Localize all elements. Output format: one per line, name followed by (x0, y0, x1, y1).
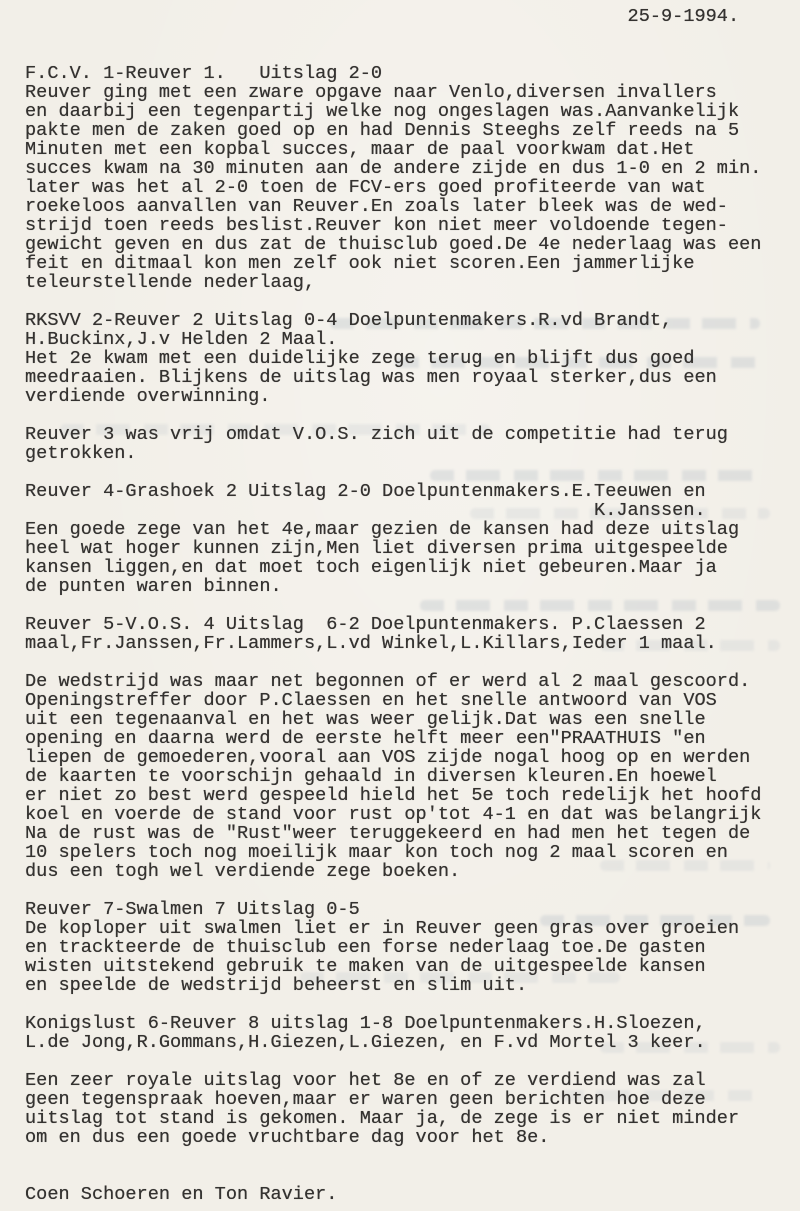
text-line: L.de Jong,R.Gommans,H.Giezen,L.Giezen, en F.vd Mortel 3 keer. (25, 1032, 706, 1053)
text-line: Konigslust 6-Reuver 8 uitslag 1-8 Doelpuntenmakers.H.Sloezen, (25, 1013, 706, 1034)
text-line: dus een togh wel verdiende zege boeken. (25, 861, 461, 882)
text-line: K.Janssen. (25, 500, 706, 521)
text-line: wisten uitstekend gebruik te maken van de uitgespeelde kansen (25, 956, 706, 977)
text-line: RKSVV 2-Reuver 2 Uitslag 0-4 Doelpuntenmakers.R.vd Brandt, (25, 310, 673, 331)
text-line: De wedstrijd was maar net begonnen of er werd al 2 maal gescoord. (25, 671, 751, 692)
text-line: de punten waren binnen. (25, 576, 282, 597)
report-fcv1-reuver1 (25, 64, 795, 292)
date-line (25, 7, 795, 26)
text-line: liepen de gemoederen,vooral aan VOS zijde nogal hoog op en werden (25, 747, 751, 768)
note-reuver3-vrij (25, 425, 795, 463)
text-line: heel wat hoger kunnen zijn,Men liet diversen prima uitgespeelde (25, 538, 728, 559)
report-reuver5-vos4-header (25, 615, 795, 653)
text-line: meedraaien. Blijkens de uitslag was men royaal sterker,dus een (25, 367, 717, 388)
text-line: en daarbij een tegenpartij welke nog ongeslagen was.Aanvankelijk (25, 101, 740, 122)
text-line: teleurstellende nederlaag, (25, 272, 316, 293)
signature (25, 1185, 795, 1204)
text-line: koel en voerde de stand voor rust op'tot 4-1 en dat was belangrijk (25, 804, 762, 825)
report-reuver5-vos4-body (25, 672, 795, 881)
text-line: getrokken. (25, 443, 137, 464)
text-line: uitslag tot stand is gekomen. Maar ja, de zege is er niet minder (25, 1108, 740, 1129)
text-line: roekeloos aanvallen van Reuver.En zoals later bleek was de wed- (25, 196, 728, 217)
text-line: 25-9-1994. (25, 6, 740, 27)
text-line: Reuver 7-Swalmen 7 Uitslag 0-5 (25, 899, 360, 920)
text-line: de kaarten te voorschijn gehaald in diversen kleuren.En hoewel (25, 766, 717, 787)
text-line: Reuver ging met een zware opgave naar Venlo,diversen invallers (25, 82, 717, 103)
text-line: Een goede zege van het 4e,maar gezien de kansen had deze uitslag (25, 519, 740, 540)
text-line: Na de rust was de "Rust"weer teruggekeerd en had men het tegen de (25, 823, 751, 844)
text-line: uit een tegenaanval en het was weer gelijk.Dat was een snelle (25, 709, 706, 730)
text-line: Een zeer royale uitslag voor het 8e en of ze verdiend was zal (25, 1070, 706, 1091)
report-rksvv2-reuver2 (25, 311, 795, 406)
text-line: Minuten met een kopbal succes, maar de paal voorkwam dat.Het (25, 139, 695, 160)
text-line: Reuver 3 was vrij omdat V.O.S. zich uit de competitie had terug (25, 424, 728, 445)
text-line: succes kwam na 30 minuten aan de andere zijde en dus 1-0 en 2 min. (25, 158, 762, 179)
text-line: en speelde de wedstrijd beheerst en slim uit. (25, 975, 528, 996)
text-line: kansen liggen,en dat moet toch eigenlijk niet gebeuren.Maar ja (25, 557, 717, 578)
text-line: De koploper uit swalmen liet er in Reuver geen gras over groeien (25, 918, 740, 939)
text-line: geen tegenspraak hoeven,maar er waren geen berichten hoe deze (25, 1089, 706, 1110)
text-line: Openingstreffer door P.Claessen en het snelle antwoord van VOS (25, 690, 717, 711)
text-line: gewicht geven en dus zat de thuisclub goed.De 4e nederlaag was een (25, 234, 762, 255)
text-line: Reuver 4-Grashoek 2 Uitslag 2-0 Doelpuntenmakers.E.Teeuwen en (25, 481, 706, 502)
text-line: er niet zo best werd gespeeld hield het 5e toch redelijk het hoofd (25, 785, 762, 806)
text-line: F.C.V. 1-Reuver 1. Uitslag 2-0 (25, 63, 383, 84)
text-line: opening en daarna werd de eerste helft meer een"PRAATHUIS "en (25, 728, 706, 749)
report-konigslust6-reuver8 (25, 1014, 795, 1052)
text-line: feit en ditmaal kon men zelf ook niet scoren.Een jammerlijke (25, 253, 695, 274)
text-line: later was het al 2-0 toen de FCV-ers goed profiteerde van wat (25, 177, 706, 198)
text-line: Reuver 5-V.O.S. 4 Uitslag 6-2 Doelpuntenmakers. P.Claessen 2 (25, 614, 706, 635)
text-line: H.Buckinx,J.v Helden 2 Maal. (25, 329, 338, 350)
report-reuver7-swalmen7 (25, 900, 795, 995)
text-line: om en dus een goede vruchtbare dag voor het 8e. (25, 1127, 550, 1148)
text-line: maal,Fr.Janssen,Fr.Lammers,L.vd Winkel,L.Killars,Ieder 1 maal. (25, 633, 717, 654)
report-reuver4-grashoek2 (25, 482, 795, 596)
report-reuver8-commentary (25, 1071, 795, 1147)
text-line: Het 2e kwam met een duidelijke zege terug en blijft dus goed (25, 348, 695, 369)
text-line: en trackteerde de thuisclub een forse nederlaag toe.De gasten (25, 937, 706, 958)
text-line: verdiende overwinning. (25, 386, 271, 407)
text-line: 10 spelers toch nog moeilijk maar kon toch nog 2 maal scoren en (25, 842, 728, 863)
text-line: pakte men de zaken goed op en had Dennis Steeghs zelf reeds na 5 (25, 120, 740, 141)
document-text (25, 7, 795, 1204)
text-line: strijd toen reeds beslist.Reuver kon niet meer voldoende tegen- (25, 215, 728, 236)
text-line: Coen Schoeren en Ton Ravier. (25, 1184, 338, 1205)
